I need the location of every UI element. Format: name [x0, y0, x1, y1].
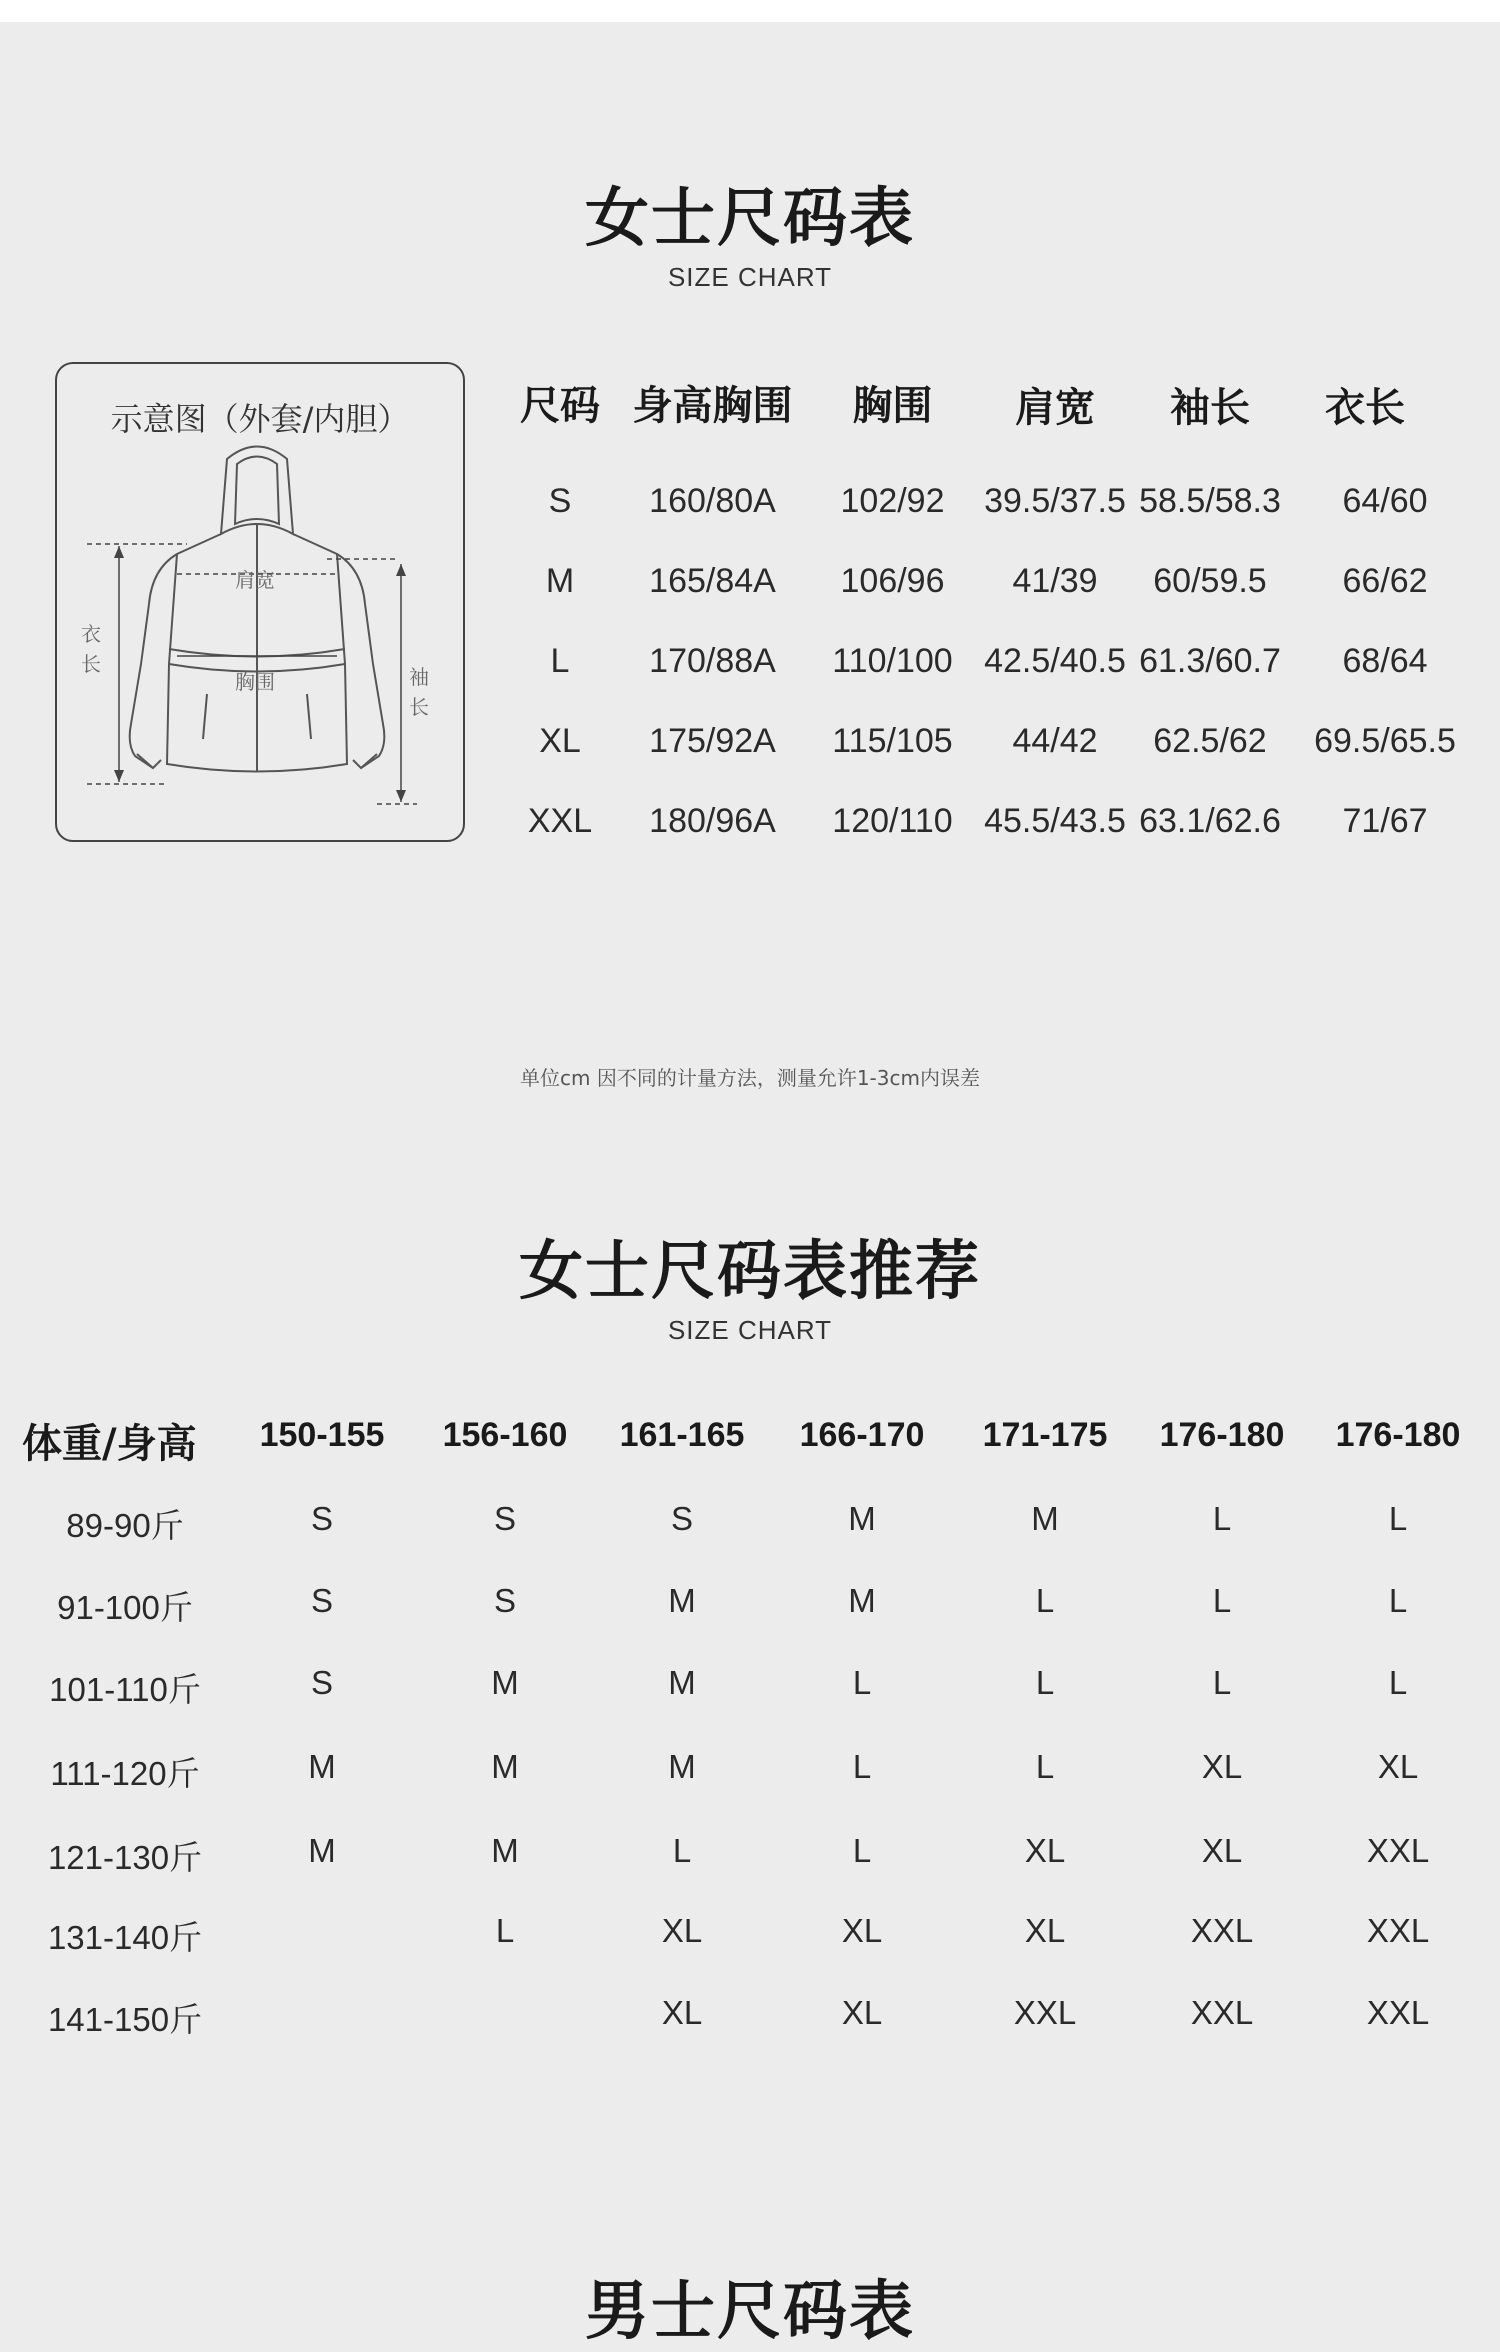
height-header: 161-165: [619, 1416, 745, 1454]
recommended-size-cell: XL: [1024, 1912, 1066, 1949]
recommended-size-cell: M: [308, 1832, 336, 1869]
size-cell: S: [548, 482, 572, 520]
recommended-size-cell: M: [308, 1748, 336, 1785]
size-cell: 45.5/43.5: [984, 802, 1126, 840]
height-header: 150-155: [259, 1416, 385, 1454]
weight-label: 89-90斤: [66, 1507, 184, 1544]
length-label: 衣长: [81, 622, 101, 676]
chest-label: 胸围: [235, 670, 275, 694]
diagram-title: 示意图（外套/内胆）: [110, 400, 410, 438]
size-cell: 175/92A: [649, 722, 776, 760]
recommended-size-cell: M: [668, 1664, 696, 1701]
size-cell: 41/39: [1012, 562, 1098, 600]
size-cell: 120/110: [832, 802, 953, 840]
size-cell: 110/100: [832, 642, 953, 680]
recommended-size-cell: L: [1035, 1664, 1055, 1701]
recommended-size-cell: L: [1212, 1500, 1232, 1537]
size-cell: 165/84A: [649, 562, 776, 600]
header-sleeve: 袖长: [1170, 385, 1250, 431]
size-cell: 42.5/40.5: [984, 642, 1126, 680]
recommended-size-cell: XL: [1024, 1832, 1066, 1869]
top-white-strip: [0, 0, 1500, 22]
header-size: 尺码: [520, 383, 600, 429]
size-cell: 62.5/62: [1153, 722, 1267, 760]
women-size-chart-title: 女士尺码表: [585, 182, 915, 256]
recommended-size-cell: L: [852, 1664, 872, 1701]
weight-label: 91-100斤: [57, 1589, 193, 1626]
women-size-table: [505, 374, 1495, 854]
recommended-size-cell: S: [310, 1664, 333, 1701]
recommended-size-cell: S: [310, 1582, 333, 1619]
recommended-size-cell: L: [1035, 1582, 1055, 1619]
recommended-size-cell: XXL: [1366, 1912, 1430, 1949]
size-cell: 115/105: [832, 722, 953, 760]
recommended-size-cell: XL: [661, 1994, 703, 2031]
header-length: 衣长: [1325, 385, 1405, 431]
recommended-size-cell: XL: [841, 1912, 883, 1949]
recommended-size-cell: L: [1388, 1664, 1408, 1701]
weight-height-header: 体重/身高: [22, 1421, 197, 1467]
measurement-note: 单位cm 因不同的计量方法，测量允许1-3cm内误差: [520, 1066, 980, 1090]
recommended-size-cell: M: [668, 1582, 696, 1619]
sleeve-label: 袖长: [409, 665, 429, 719]
recommended-size-cell: XXL: [1366, 1832, 1430, 1869]
size-cell: 64/60: [1342, 482, 1428, 520]
recommended-size-cell: M: [1031, 1500, 1059, 1537]
height-header: 176-180: [1335, 1416, 1461, 1454]
recommended-size-cell: S: [670, 1500, 693, 1537]
size-cell: 39.5/37.5: [984, 482, 1126, 520]
size-cell: 68/64: [1342, 642, 1428, 680]
size-cell: 61.3/60.7: [1139, 642, 1281, 680]
recommended-size-cell: L: [495, 1912, 515, 1949]
height-header: 171-175: [982, 1416, 1108, 1454]
size-cell: 63.1/62.6: [1139, 802, 1281, 840]
recommend-title: 女士尺码表推荐: [519, 1235, 981, 1309]
size-cell: 69.5/65.5: [1314, 722, 1456, 760]
size-cell: 44/42: [1012, 722, 1098, 760]
size-cell: 102/92: [840, 482, 945, 520]
size-cell: 160/80A: [649, 482, 776, 520]
recommended-size-cell: S: [493, 1582, 516, 1619]
recommended-size-cell: M: [491, 1832, 519, 1869]
height-header: 166-170: [799, 1416, 925, 1454]
recommended-size-cell: L: [1388, 1500, 1408, 1537]
size-cell: 71/67: [1342, 802, 1428, 840]
weight-label: 121-130斤: [47, 1839, 203, 1876]
size-cell: L: [550, 642, 570, 680]
recommended-size-cell: L: [852, 1832, 872, 1869]
recommended-size-cell: XL: [1201, 1832, 1243, 1869]
recommended-size-cell: L: [1212, 1664, 1232, 1701]
weight-label: 101-110斤: [49, 1671, 201, 1708]
recommended-size-cell: L: [1035, 1748, 1055, 1785]
recommended-size-cell: XL: [1201, 1748, 1243, 1785]
shoulder-label: 肩宽: [235, 568, 275, 592]
recommended-size-cell: XXL: [1190, 1912, 1254, 1949]
height-header: 156-160: [442, 1416, 568, 1454]
size-cell: 180/96A: [649, 802, 776, 840]
recommended-size-cell: XXL: [1366, 1994, 1430, 2031]
recommended-size-cell: M: [491, 1664, 519, 1701]
size-cell: 106/96: [840, 562, 945, 600]
jacket-diagram: [55, 362, 465, 842]
women-size-chart-subtitle: SIZE CHART: [667, 262, 833, 292]
recommend-subtitle: SIZE CHART: [667, 1315, 833, 1345]
size-cell: 170/88A: [649, 642, 776, 680]
recommended-size-cell: L: [1212, 1582, 1232, 1619]
recommended-size-cell: XXL: [1190, 1994, 1254, 2031]
size-cell: XXL: [527, 802, 593, 840]
jacket-outline-icon: [57, 364, 463, 840]
header-shoulder: 肩宽: [1015, 385, 1095, 431]
recommended-size-cell: M: [491, 1748, 519, 1785]
recommend-table: [0, 1412, 1500, 2112]
recommended-size-cell: S: [493, 1500, 516, 1537]
recommended-size-cell: M: [848, 1500, 876, 1537]
header-height-chest: 身高胸围: [632, 383, 793, 429]
recommended-size-cell: XL: [841, 1994, 883, 2031]
height-header: 176-180: [1159, 1416, 1285, 1454]
recommended-size-cell: S: [310, 1500, 333, 1537]
recommended-size-cell: M: [848, 1582, 876, 1619]
size-chart-page: [0, 22, 1500, 2349]
recommended-size-cell: XL: [1377, 1748, 1419, 1785]
size-cell: M: [545, 562, 575, 600]
weight-label: 141-150斤: [47, 2001, 203, 2038]
recommended-size-cell: L: [672, 1832, 692, 1869]
header-chest: 胸围: [852, 383, 933, 429]
recommended-size-cell: L: [852, 1748, 872, 1785]
size-cell: 60/59.5: [1153, 562, 1267, 600]
size-cell: 58.5/58.3: [1139, 482, 1281, 520]
weight-label: 111-120斤: [50, 1755, 200, 1792]
size-cell: XL: [539, 722, 581, 760]
weight-label: 131-140斤: [47, 1919, 203, 1956]
men-size-chart-title: 男士尺码表: [585, 2275, 915, 2349]
recommended-size-cell: XXL: [1013, 1994, 1077, 2031]
size-cell: 66/62: [1342, 562, 1428, 600]
recommended-size-cell: XL: [661, 1912, 703, 1949]
recommended-size-cell: L: [1388, 1582, 1408, 1619]
recommended-size-cell: M: [668, 1748, 696, 1785]
